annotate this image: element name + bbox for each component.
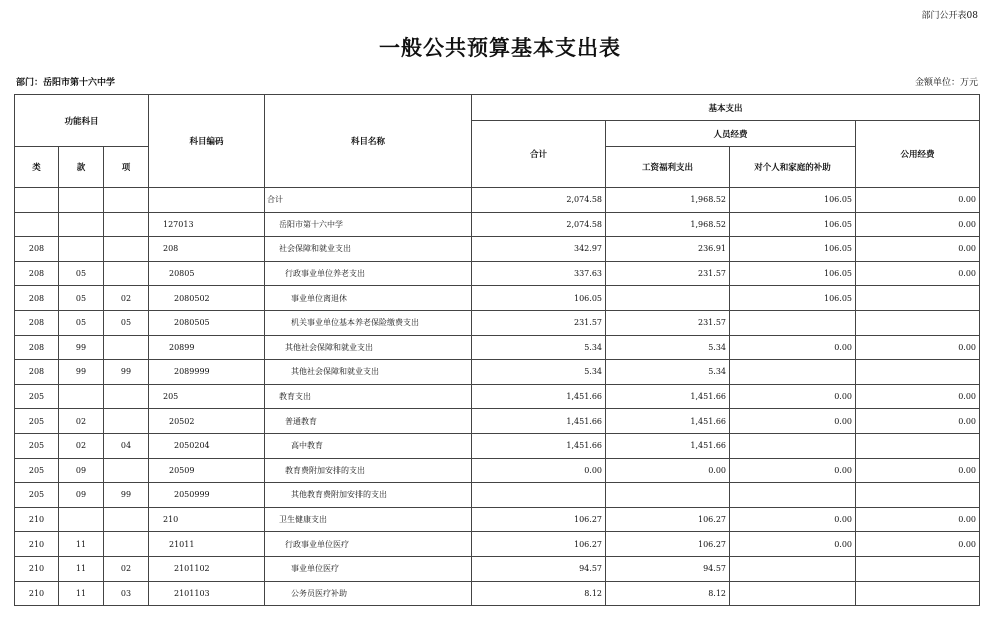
cell-lei: 205 [15,409,59,434]
cell-total: 1,451.66 [472,433,606,458]
cell-salary: 236.91 [606,237,730,262]
cell-public: 0.00 [856,507,980,532]
cell-code: 2050204 [149,433,265,458]
cell-xiang: 04 [104,433,149,458]
cell-name: 机关事业单位基本养老保险缴费支出 [265,310,472,335]
cell-name: 公务员医疗补助 [265,581,472,606]
table-row [15,507,980,532]
cell-salary: 8.12 [606,581,730,606]
table-row [15,458,980,483]
cell-lei: 210 [15,581,59,606]
cell-salary: 5.34 [606,335,730,360]
cell-subsidy: 0.00 [730,335,856,360]
cell-xiang [104,237,149,262]
cell-public [856,360,980,385]
cell-code: 20502 [149,409,265,434]
cell-xiang [104,458,149,483]
cell-code: 208 [149,237,265,262]
amount-unit-label: 金额单位：万元 [914,78,978,88]
cell-kuan [59,188,104,213]
cell-subsidy: 0.00 [730,507,856,532]
cell-name: 事业单位医疗 [265,556,472,581]
cell-kuan: 99 [59,360,104,385]
cell-kuan [59,507,104,532]
cell-xiang: 99 [104,483,149,508]
cell-total: 106.27 [472,532,606,557]
cell-lei: 210 [15,532,59,557]
cell-code: 210 [149,507,265,532]
cell-name: 高中教育 [265,433,472,458]
cell-subsidy [730,310,856,335]
cell-salary: 231.57 [606,261,730,286]
cell-subsidy [730,433,856,458]
table-row [15,237,980,262]
cell-public: 0.00 [856,237,980,262]
header-func-subject: 功能科目 [15,95,149,147]
cell-total: 337.63 [472,261,606,286]
cell-xiang: 02 [104,556,149,581]
cell-xiang [104,507,149,532]
cell-kuan: 09 [59,458,104,483]
cell-lei: 208 [15,310,59,335]
cell-xiang [104,409,149,434]
table-row [15,360,980,385]
table-row [15,409,980,434]
cell-subsidy: 106.05 [730,237,856,262]
cell-name: 普通教育 [265,409,472,434]
cell-total: 5.34 [472,360,606,385]
table-row [15,556,980,581]
cell-kuan: 11 [59,532,104,557]
cell-kuan: 02 [59,433,104,458]
cell-subsidy [730,581,856,606]
cell-total: 106.27 [472,507,606,532]
table-row [15,261,980,286]
cell-subsidy: 106.05 [730,286,856,311]
cell-xiang [104,532,149,557]
header-salary: 工资福利支出 [606,147,730,188]
cell-public [856,433,980,458]
cell-lei: 205 [15,384,59,409]
cell-name: 其他社会保障和就业支出 [265,360,472,385]
cell-subsidy: 106.05 [730,212,856,237]
cell-salary: 1,451.66 [606,433,730,458]
header-code: 科目编码 [149,95,265,188]
cell-subsidy: 0.00 [730,458,856,483]
cell-total: 5.34 [472,335,606,360]
cell-lei: 208 [15,237,59,262]
cell-total: 0.00 [472,458,606,483]
cell-name: 其他社会保障和就业支出 [265,335,472,360]
table-row [15,581,980,606]
cell-public [856,310,980,335]
cell-xiang [104,188,149,213]
cell-public: 0.00 [856,532,980,557]
cell-public [856,556,980,581]
table-row [15,532,980,557]
cell-name: 岳阳市第十六中学 [265,212,472,237]
table-row [15,188,980,213]
cell-salary [606,286,730,311]
cell-xiang: 05 [104,310,149,335]
cell-lei: 205 [15,433,59,458]
table-row [15,433,980,458]
cell-subsidy: 0.00 [730,384,856,409]
table-row [15,310,980,335]
cell-lei: 210 [15,507,59,532]
header-total: 合计 [472,121,606,188]
cell-subsidy [730,360,856,385]
cell-total: 2,074.58 [472,212,606,237]
cell-public [856,483,980,508]
cell-code: 20509 [149,458,265,483]
header-name: 科目名称 [265,95,472,188]
table-row [15,212,980,237]
cell-xiang [104,335,149,360]
cell-name: 行政事业单位养老支出 [265,261,472,286]
cell-xiang [104,261,149,286]
cell-subsidy: 106.05 [730,261,856,286]
cell-salary [606,483,730,508]
cell-code: 2089999 [149,360,265,385]
cell-salary: 94.57 [606,556,730,581]
cell-total: 106.05 [472,286,606,311]
cell-xiang [104,384,149,409]
cell-xiang [104,212,149,237]
cell-lei: 205 [15,458,59,483]
cell-code: 20805 [149,261,265,286]
cell-kuan: 05 [59,310,104,335]
cell-salary: 106.27 [606,532,730,557]
cell-code: 127013 [149,212,265,237]
cell-salary: 1,451.66 [606,409,730,434]
cell-lei [15,188,59,213]
cell-total: 8.12 [472,581,606,606]
header-subsidy: 对个人和家庭的补助 [730,147,856,188]
cell-total: 1,451.66 [472,384,606,409]
cell-subsidy: 106.05 [730,188,856,213]
cell-code: 2080505 [149,310,265,335]
cell-subsidy [730,556,856,581]
cell-public: 0.00 [856,384,980,409]
cell-salary: 1,451.66 [606,384,730,409]
cell-name: 其他教育费附加安排的支出 [265,483,472,508]
cell-kuan [59,237,104,262]
cell-kuan: 11 [59,556,104,581]
cell-name: 社会保障和就业支出 [265,237,472,262]
header-personnel: 人员经费 [606,121,856,147]
cell-lei: 208 [15,335,59,360]
header-lei: 类 [15,147,59,188]
cell-public: 0.00 [856,335,980,360]
cell-salary: 1,968.52 [606,212,730,237]
cell-xiang: 99 [104,360,149,385]
table-row [15,335,980,360]
cell-code: 2101103 [149,581,265,606]
cell-name: 卫生健康支出 [265,507,472,532]
cell-name: 行政事业单位医疗 [265,532,472,557]
header-basic: 基本支出 [472,95,980,121]
header-kuan: 款 [59,147,104,188]
cell-code: 20899 [149,335,265,360]
budget-table [14,94,980,606]
header-xiang: 项 [104,147,149,188]
cell-kuan [59,384,104,409]
cell-xiang: 03 [104,581,149,606]
cell-public: 0.00 [856,261,980,286]
cell-public: 0.00 [856,458,980,483]
cell-lei: 208 [15,286,59,311]
cell-name: 教育费附加安排的支出 [265,458,472,483]
cell-code: 205 [149,384,265,409]
cell-kuan: 11 [59,581,104,606]
cell-salary: 0.00 [606,458,730,483]
cell-kuan: 09 [59,483,104,508]
cell-total [472,483,606,508]
cell-code: 2101102 [149,556,265,581]
cell-public [856,581,980,606]
cell-lei: 208 [15,261,59,286]
cell-lei: 208 [15,360,59,385]
table-row [15,384,980,409]
cell-kuan: 02 [59,409,104,434]
cell-total: 231.57 [472,310,606,335]
cell-total: 2,074.58 [472,188,606,213]
cell-name: 事业单位离退休 [265,286,472,311]
cell-public: 0.00 [856,212,980,237]
cell-name: 教育支出 [265,384,472,409]
cell-salary: 231.57 [606,310,730,335]
cell-salary: 5.34 [606,360,730,385]
table-row [15,483,980,508]
cell-kuan: 99 [59,335,104,360]
cell-kuan: 05 [59,261,104,286]
cell-xiang: 02 [104,286,149,311]
cell-lei [15,212,59,237]
form-number: 部门公开表08 [921,11,978,21]
cell-subsidy: 0.00 [730,532,856,557]
cell-code [149,188,265,213]
cell-subsidy: 0.00 [730,409,856,434]
cell-code: 21011 [149,532,265,557]
cell-total: 342.97 [472,237,606,262]
cell-public: 0.00 [856,409,980,434]
cell-code: 2080502 [149,286,265,311]
cell-name: 合计 [265,188,472,213]
header-public: 公用经费 [856,121,980,188]
cell-kuan: 05 [59,286,104,311]
cell-salary: 1,968.52 [606,188,730,213]
cell-lei: 210 [15,556,59,581]
cell-total: 1,451.66 [472,409,606,434]
cell-subsidy [730,483,856,508]
cell-public: 0.00 [856,188,980,213]
cell-kuan [59,212,104,237]
cell-salary: 106.27 [606,507,730,532]
page-title: 一般公共预算基本支出表 [379,35,621,60]
cell-public [856,286,980,311]
table-row [15,286,980,311]
cell-code: 2050999 [149,483,265,508]
cell-lei: 205 [15,483,59,508]
cell-total: 94.57 [472,556,606,581]
department-label: 部门：岳阳市第十六中学 [16,78,116,88]
